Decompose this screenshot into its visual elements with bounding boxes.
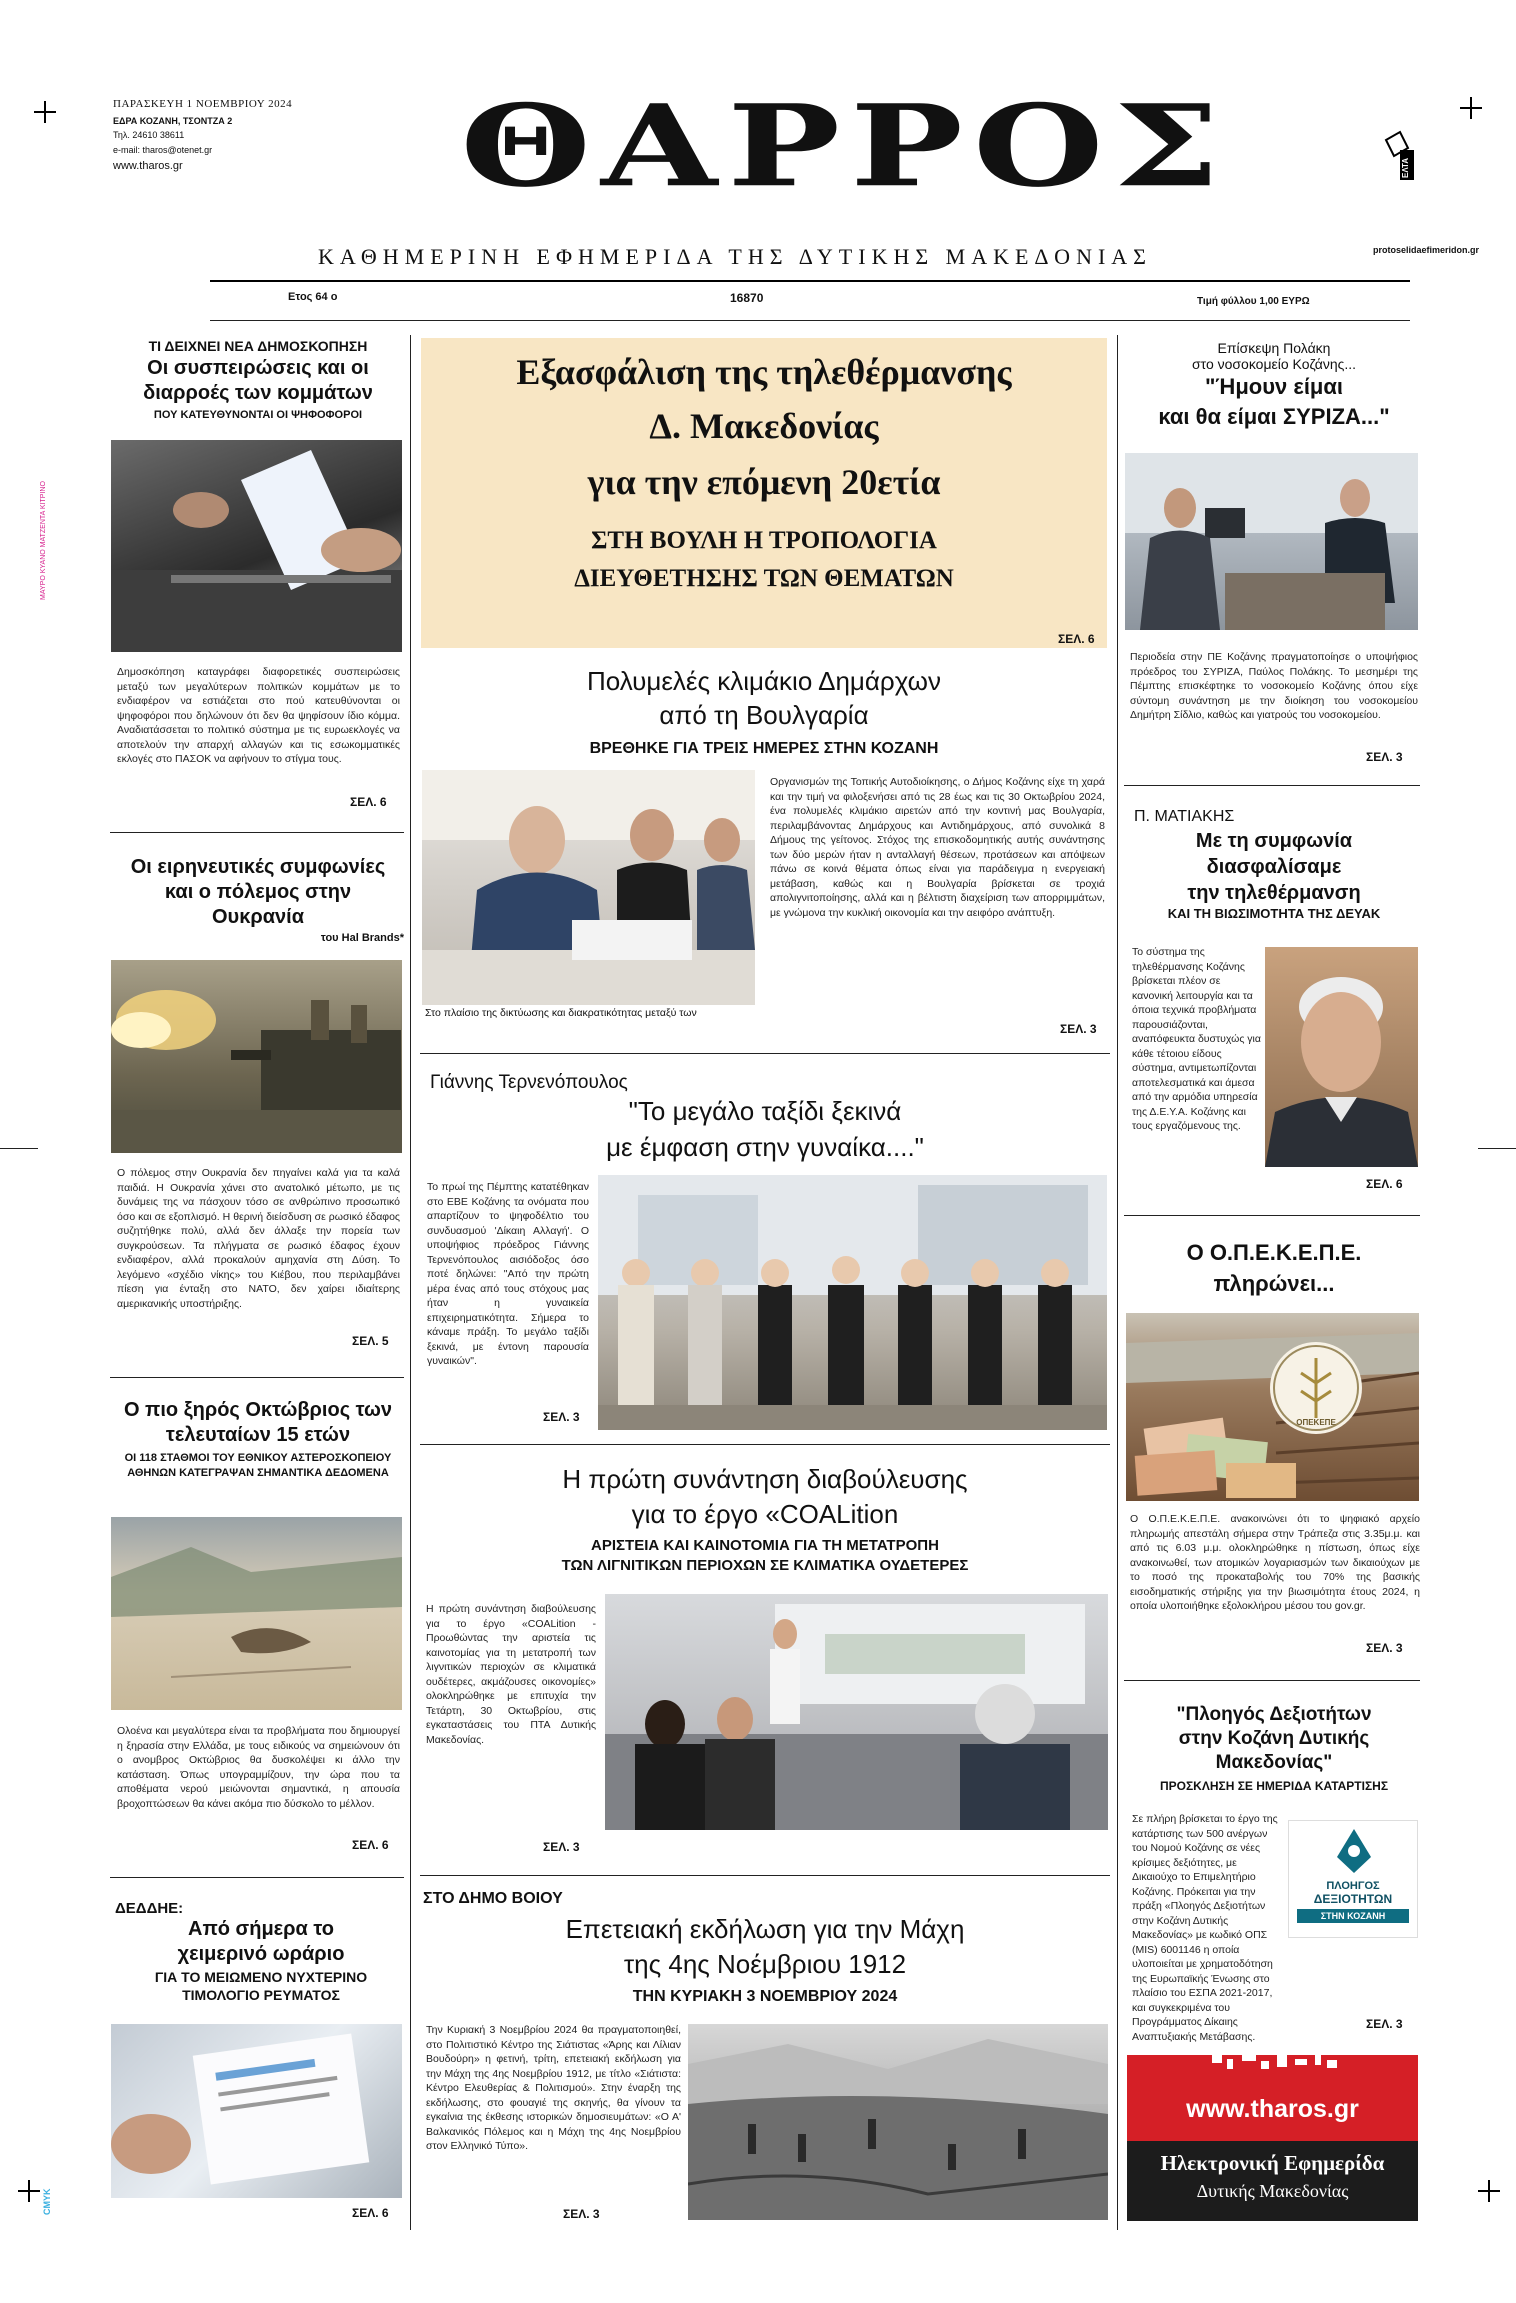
matiakis-portrait-image: [1265, 947, 1418, 1167]
masthead-title: ΘΑΡΡΟΣ: [460, 80, 1230, 213]
bulgaria-body: Οργανισμών της Τοπικής Αυτοδιοίκησης, ο Δήμος Κοζάνης είχε τη χαρά και την τιμή να φιλοξενήσει από τις 28 έως και τις 30 Οκτωβρίου 2024, ένα πολυμελές κλιμάκιο αιρετών από την κοντινή μας Βουλγαρία, περιλαμβάνοντας Δημάρχους και Αντιδημάρχους, από συνολικά 8 Δήμους της γείτονος. Στόχος της επισκοδομητικής αυτής συνάντησης των δύο μερών ήταν η ανταλλαγή θέσεων, προτάσεων και απόψεων πάνω σε κοινά θέματα όπως είναι για παράδειγμα η ενεργειακή μετάβαση, καθώς και η Βουλγαρία βρίσκεται σε τροχιά απολιγνιτοποίησης, αλλά και η βέλτιστη διαχείριση των απορριμμάτων, με γνώμονα την κυκλική οικονομία και την αειφόρο ανάπτυξη.: [770, 776, 1105, 919]
issue-price: Τιμή φύλλου 1,00 ΕΥΡΩ: [1197, 296, 1310, 307]
masthead-subtitle: ΚΑΘΗΜΕΡΙΝΗ ΕΦΗΜΕΡΙΔΑ ΤΗΣ ΔΥΤΙΚΗΣ ΜΑΚΕΔΟΝΙΑΣ: [318, 244, 1152, 269]
matiakis-kicker: Π. ΜΑΤΙΑΚΗΣ: [1134, 808, 1235, 825]
masthead-address: ΕΔΡΑ ΚΟΖΑΝΗ, ΤΣΟΝΤΖΑ 2: [113, 116, 233, 126]
coalition-body: Η πρώτη συνάντηση διαβούλευσης για το έργο «COALition - Προωθώντας την αριστεία τις καινοτομίας για τη μετατροπή των λιγνιτικών περιοχών σε κλιματικά ουδέτερες, ακμάζουσες οικονομίες» ολοκληρώθηκε με επιτυχία την Τετάρτη, 30 Οκτωβρίου, στις εγκαταστάσεις του ΠΤΑ Δυτικής Μακεδονίας.: [426, 1603, 596, 1746]
ploigos-page-ref: ΣΕΛ. 3: [1366, 2017, 1403, 2031]
voio-subhead: ΤΗΝ ΚΥΡΙΑΚΗ 3 ΝΟΕΜΒΡΙΟΥ 2024: [632, 1988, 898, 2005]
masthead-phone: Τηλ. 24610 38611: [113, 130, 185, 140]
group-photo-image: [598, 1175, 1107, 1430]
right-article-2: [1124, 828, 1424, 921]
ploigos-headline-3[interactable]: Μακεδονίας": [1215, 1752, 1333, 1773]
elta-label: ΕΛΤΑ: [1401, 157, 1410, 178]
opekepe-headline-2[interactable]: πληρώνει...: [1213, 1271, 1335, 1296]
promo-line-2: Δυτικής Μακεδονίας: [1196, 2181, 1349, 2201]
left-article-4: [115, 1900, 407, 2004]
color-bar-label: ΜΑΥΡΟ ΚΥΑΝΟ ΜΑΤΖΕΝΤΑ ΚΙΤΡΙΝΟ: [40, 481, 47, 600]
center-divider-2: [420, 1444, 1110, 1445]
consultation-meeting-image: [605, 1594, 1108, 1830]
ternenopoulos-kicker: Γιάννης Τερνενόπουλος: [430, 1072, 628, 1093]
deddie-page-ref: ΣΕΛ. 6: [352, 2206, 389, 2220]
polakis-page-ref: ΣΕΛ. 3: [1366, 750, 1403, 764]
matiakis-headline-2[interactable]: διασφαλίσαμε: [1206, 856, 1342, 878]
coalition-subhead-2: ΤΩΝ ΛΙΓΝΙΤΙΚΩΝ ΠΕΡΙΟΧΩΝ ΣΕ ΚΛΙΜΑΤΙΚΑ ΟΥΔΕΤΕΡΕΣ: [561, 1557, 969, 1574]
right-divider-1: [1124, 785, 1420, 786]
coalition-subhead-1: ΑΡΙΣΤΕΙΑ ΚΑΙ ΚΑΙΝΟΤΟΜΙΑ ΓΙΑ ΤΗ ΜΕΤΑΤΡΟΠΗ: [591, 1537, 939, 1554]
right-article-4: [1124, 1703, 1424, 1793]
registration-line-left: [0, 1148, 38, 1149]
opekepe-logo-label: ΟΠΕΚΕΠΕ: [1296, 1418, 1336, 1427]
lead-headline-line2: Δ. Μακεδονίας: [649, 406, 879, 446]
matiakis-body: Το σύστημα της τηλεθέρμανσης Κοζάνης βρίσκεται πλέον σε κανονική λειτουργία και τα όποια τεχνικά προβλήματα παρουσιάζονται, αναπόφευκτα δυστυχώς για κάθε τέτοιου είδους σύστημα, αντιμετωπίζονται αποτελεσματικά και άμεσα από την αρμόδια υπηρεσία της Δ.Ε.Υ.Α. Κοζάνης και τους εργαζόμενους της.: [1132, 946, 1261, 1132]
voio-body: Την Κυριακή 3 Νοεμβρίου 2024 θα πραγματοποιηθεί, στο Πολιτιστικό Κέντρο της Σιάτιστας «Άρης και Λίλιαν Βουδούρη» η φετινή, τρίτη, επετειακή εκδήλωση για την Μάχη της 4ης Νοεμβρίου 1912, με τίτλο «Σιάτιστα: Κέντρο Ελευθερίας & Πολιτισμού». Στην έναρξη της εκδήλωσης, στο φουαγιέ της σκηνής, θα γίνουν τα εγκαίνια της έκθεσης ιστορικών δημοσιευμάτων: «Ο Α' Βαλκανικός Πόλεμος και η Μάχη της 4ης Νοεμβρίου στον Ελληνικό Τύπο».: [426, 2024, 681, 2152]
deddie-subhead: ΓΙΑ ΤΟ ΜΕΙΩΜΕΝΟ ΝΥΧΤΕΡΙΝΟ ΤΙΜΟΛΟΓΙΟ ΡΕΥΜΑΤΟΣ: [154, 1969, 368, 2003]
left-article-3: [112, 1398, 404, 1481]
ploigos-headline-1[interactable]: "Πλοηγός Δεξιοτήτων: [1176, 1704, 1372, 1725]
lead-subhead-2: ΔΙΕΥΘΕΤΗΣΗΣ ΤΩΝ ΘΕΜΑΤΩΝ: [574, 565, 954, 592]
right-divider-3: [1124, 1680, 1420, 1681]
left-article-2: [112, 855, 404, 944]
voio-page-ref: ΣΕΛ. 3: [563, 2207, 600, 2221]
ukraine-byline: του Hal Brands*: [320, 932, 404, 944]
lead-headline-line3: για την επόμενη 20ετία: [587, 462, 941, 502]
bulgaria-headline-2[interactable]: από τη Βουλγαρία: [659, 700, 869, 730]
coalition-photo: [605, 1594, 1108, 1830]
crop-mark-bottom-left: [18, 2180, 40, 2202]
ternenopoulos-page-ref: ΣΕΛ. 3: [543, 1410, 580, 1424]
issue-number: 16870: [730, 291, 764, 305]
poll-kicker: ΤΙ ΔΕΙΧΝΕΙ ΝΕΑ ΔΗΜΟΣΚΟΠΗΣΗ: [148, 338, 368, 354]
ploigos-compass-icon: [1289, 1821, 1419, 1881]
matiakis-headline-3[interactable]: την τηλεθέρμανση: [1187, 882, 1361, 904]
voio-photo: [688, 2024, 1108, 2220]
right-article-1: [1124, 340, 1424, 432]
polakis-headline-1[interactable]: "Ήμουν είμαι: [1204, 374, 1344, 399]
ternenopoulos-body: Το πρωί της Πέμπτης κατατέθηκαν στο ΕΒΕ Κοζάνης τα ονόματα που απαρτίζουν το ψηφοδέλτιο του συνδυασμού 'Δίκαιη Αλλαγή'. Ο υποψήφιος πρόεδρος Γιάννης Τερνενόπουλος αισιόδοξος όσο ποτέ δηλώνει: "Από την πρώτη μέρα ένας από τους στόχους μας ήταν η γυναικεία επιχειρηματικότητα. Σήμερα το κάναμε πράξη. Το μεγάλο ταξίδι ξεκινά, με έντονη παρουσία γυναικών".: [427, 1181, 589, 1367]
crop-mark-top-right: [1460, 97, 1482, 119]
artillery-image: [111, 960, 402, 1153]
right-article-3: [1124, 1237, 1424, 1299]
poll-body: Δημοσκόπηση καταγράφει διαφορετικές συσπειρώσεις μεταξύ των μεγαλύτερων πολιτικών κομμάτων με το ενδιαφέρον να εστιάζεται στο πού κατευθύνονται οι ψηφοφόροι που δηλώνουν ότι δεν θα ψηφίσουν ίδιο κόμμα. Αναδιατάσσεται το πολιτικό σύστημα με τις ευρωεκλογές να αποτελούν την απαρχή αλλαγών και τις εσωκομματικές εκλογές στο ΠΑΣΟΚ να αφήνουν το στίγμα τους.: [117, 666, 400, 765]
poll-headline[interactable]: Οι συσπειρώσεις και οι διαρροές των κομμάτων: [143, 357, 373, 404]
opekepe-photo: [1126, 1313, 1419, 1501]
issue-year: Ετος 64 ο: [288, 291, 338, 303]
lead-headline-line1: Εξασφάλιση της τηλεθέρμανσης: [516, 352, 1012, 392]
masthead-rule-2: [210, 320, 1410, 321]
matiakis-page-ref: ΣΕΛ. 6: [1366, 1177, 1403, 1191]
drought-headline[interactable]: Ο πιο ξηρός Οκτώβριος των τελευταίων 15 ετών: [123, 1399, 393, 1446]
ternenopoulos-headline-1[interactable]: "Το μεγάλο ταξίδι ξεκινά: [628, 1096, 902, 1126]
bulgaria-headline-1[interactable]: Πολυμελές κλιμάκιο Δημάρχων: [587, 666, 941, 696]
historic-battle-image: [688, 2024, 1108, 2220]
crop-mark-bottom-right: [1478, 2180, 1500, 2202]
ploigos-logo-title-1: ΠΛΟΗΓΟΣ: [1326, 1880, 1380, 1892]
bulgaria-photo-caption: Στο πλαίσιο της δικτύωσης και διακρατικότητας μεταξύ των: [425, 1007, 697, 1019]
polakis-kicker-2: στο νοσοκομείο Κοζάνης...: [1191, 356, 1357, 372]
promo-pixel-pattern: [1127, 2055, 1418, 2095]
mayors-meeting-image: [422, 770, 755, 1005]
coalition-headline-1[interactable]: Η πρώτη συνάντηση διαβούλευσης: [562, 1464, 968, 1494]
opekepe-headline-1[interactable]: Ο Ο.Π.Ε.Κ.Ε.Π.Ε.: [1186, 1240, 1362, 1265]
matiakis-headline-1[interactable]: Με τη συμφωνία: [1195, 830, 1353, 852]
col-rule-right: [1117, 335, 1118, 2230]
ploigos-subhead: ΠΡΟΣΚΛΗΣΗ ΣΕ ΗΜΕΡΙΔΑ ΚΑΤΑΡΤΙΣΗΣ: [1159, 1779, 1389, 1793]
registration-line-right: [1478, 1148, 1516, 1149]
promo-line-1: Ηλεκτρονική Εφημερίδα: [1160, 2151, 1385, 2175]
ploigos-headline-2[interactable]: στην Κοζάνη Δυτικής: [1178, 1728, 1370, 1749]
electricity-bill-image: [111, 2024, 402, 2198]
masthead-website[interactable]: www.tharos.gr: [113, 160, 183, 172]
opekepe-page-ref: ΣΕΛ. 3: [1366, 1641, 1403, 1655]
polakis-photo: [1125, 453, 1418, 630]
right-divider-2: [1124, 1215, 1420, 1216]
ukraine-body: Ο πόλεμος στην Ουκρανία δεν πηγαίνει καλά για τα καλά παιδιά. Η Ουκρανία χάνει στο ανατολικό μέτωπο, με τις δυνάμεις της να πάσχουν τόσο σε ανθρώπινο προσωπικό όσο και σε εξοπλισμό. Η θερινή διείσδυση σε ρωσικό έδαφος συζητήθηκε πολύ, αλλά δεν άλλαξε την πορεία των συγκρούσεων. Τα πλήγματα σε ρωσικό έδαφος έχουν ενδιαφέρον, αλλά προκαλούν αμηχανία στη Δύση. Το λεγόμενο «σχέδιο νίκης» του Κιέβου, που περιλαμβάνει πίεση για ένταξη στο ΝΑΤΟ, δεν χαίρει ιδιαίτερης αμερικανικής υποστήριξης.: [117, 1167, 400, 1310]
drought-page-ref: ΣΕΛ. 6: [352, 1838, 389, 1852]
masthead-rule: [210, 280, 1410, 282]
hospital-visit-image: [1125, 453, 1418, 630]
cmyk-label: CMYK: [42, 2188, 52, 2215]
col-rule-left: [410, 335, 411, 2230]
ternenopoulos-headline-2[interactable]: με έμφαση στην γυναίκα....": [606, 1132, 924, 1162]
left-article-1: [112, 338, 404, 421]
coalition-headline-2[interactable]: για το έργο «COALition: [631, 1499, 899, 1529]
drought-subhead: ΟΙ 118 ΣΤΑΘΜΟΙ ΤΟΥ ΕΘΝΙΚΟΥ ΑΣΤΕΡΟΣΚΟΠΕΙΟΥ ΑΘΗΝΩΝ ΚΑΤΕΓΡΑΨΑΝ ΣΗΜΑΝΤΙΚΑ ΔΕΔΟΜΕΝΑ: [124, 1452, 392, 1479]
ukraine-headline[interactable]: Οι ειρηνευτικές συμφωνίες και ο πόλεμος στην Ουκρανία: [130, 856, 386, 928]
polakis-body: Περιοδεία στην ΠΕ Κοζάνης πραγματοποίησε ο υποψήφιος πρόεδρος του ΣΥΡΙΖΑ, Παύλος Πολάκης. Το μεσημέρι της Πέμπτης επισκέφτηκε το νοσοκομείο Κοζάνης όπου είχε σύντομη συνάντηση με την διοίκηση του νοσοκομείου Δημήτρη Σίδλιο, καθώς και γιατρούς του νοσοκομείου.: [1130, 651, 1418, 721]
voio-headline-2[interactable]: της 4ης Νοέμβριου 1912: [623, 1949, 907, 1979]
opekepe-body: Ο Ο.Π.Ε.Κ.Ε.Π.Ε. ανακοινώνει ότι το ψηφιακό αρχείο πληρωμής απεστάλη σήμερα στην Τράπεζα στις 3.35μ.μ. και από τις 6.03 μ.μ. ολοκληρώθηκε η πίστωση, όπως είχε ανακοινωθεί, των ατομικών λογαριασμών των δικαιούχων με το ποσό της προκαταβολής του 70% της βασικής εισοδηματικής στήριξης για την βιωσιμότητα έτους 2024, η οποία υλοποιήθηκε εξολοκλήρου μέσου του gov.gr.: [1130, 1513, 1420, 1612]
ploigos-logo: [1288, 1820, 1418, 1938]
lead-subhead-1: ΣΤΗ ΒΟΥΛΗ Η ΤΡΟΠΟΛΟΓΙΑ: [591, 527, 937, 554]
poll-subhead: ΠΟΥ ΚΑΤΕΥΘΥΝΟΝΤΑΙ ΟΙ ΨΗΦΟΦΟΡΟΙ: [153, 409, 363, 421]
tharos-promo-box[interactable]: [1127, 2055, 1418, 2221]
polakis-kicker-1: Επίσκεψη Πολάκη: [1217, 340, 1331, 356]
elta-logo: [1378, 130, 1416, 182]
masthead-date: ΠΑΡΑΣΚΕΥΗ 1 ΝΟΕΜΒΡΙΟΥ 2024: [113, 98, 293, 110]
ukraine-photo: [111, 960, 402, 1153]
center-divider-1: [420, 1053, 1110, 1054]
ballot-photo: [111, 440, 402, 652]
voio-kicker: ΣΤΟ ΔΗΜΟ ΒΟΙΟΥ: [423, 1890, 563, 1907]
bill-photo: [111, 2024, 402, 2198]
matiakis-subhead: ΚΑΙ ΤΗ ΒΙΩΣΙΜΟΤΗΤΑ ΤΗΣ ΔΕΥΑΚ: [1167, 906, 1381, 921]
polakis-headline-2[interactable]: και θα είμαι ΣΥΡΙΖΑ...": [1158, 404, 1390, 429]
matiakis-photo: [1265, 947, 1418, 1167]
deddie-kicker: ΔΕΔΔΗΕ:: [115, 1900, 184, 1917]
dry-lake-image: [111, 1517, 402, 1710]
poll-page-ref: ΣΕΛ. 6: [350, 795, 387, 809]
ternenopoulos-photo: [598, 1175, 1107, 1430]
ukraine-page-ref: ΣΕΛ. 5: [352, 1334, 389, 1348]
masthead-email: e-mail: tharos@otenet.gr: [113, 145, 213, 155]
ballot-image: [111, 440, 402, 652]
bulgaria-subhead: ΒΡΕΘΗΚΕ ΓΙΑ ΤΡΕΙΣ ΗΜΕΡΕΣ ΣΤΗΝ ΚΟΖΑΝΗ: [589, 740, 939, 757]
voio-headline-1[interactable]: Επετειακή εκδήλωση για την Μάχη: [565, 1914, 965, 1944]
ploigos-logo-title-2: ΔΕΞΙΟΤΗΤΩΝ: [1313, 1892, 1393, 1906]
ploigos-logo-sub: ΣΤΗΝ ΚΟΖΑΝΗ: [1297, 1909, 1409, 1923]
euro-banknotes-image: [1126, 1313, 1419, 1501]
crop-mark-top-left: [34, 101, 56, 123]
bulgaria-photo: [422, 770, 755, 1005]
left-divider-1: [110, 832, 404, 833]
lead-story-box[interactable]: [421, 338, 1107, 648]
left-divider-3: [110, 1877, 404, 1878]
drought-photo: [111, 1517, 402, 1710]
left-divider-2: [110, 1377, 404, 1378]
credit-label: protoselidaefimeridon.gr: [1373, 245, 1480, 255]
drought-body: Ολοένα και μεγαλύτερα είναι τα προβλήματα που δημιουργεί η ξηρασία στην Ελλάδα, με τους ειδικούς να σημειώνουν ότι ο ανομβρος Οκτώβριος θα δυσκολέψει κι άλλο την κατάσταση. Όπως υπογραμμίζουν, την ώρα που τα αποθέματα νερού μειώνονται σημαντικά, η απουσία βροχοπτώσεων θα κάνει ακόμα πιο δύσκολο το μέλλον.: [117, 1725, 400, 1810]
promo-url[interactable]: www.tharos.gr: [1186, 2095, 1359, 2123]
deddie-headline[interactable]: Από σήμερα το χειμερινό ωράριο: [177, 1918, 345, 1965]
lead-page-ref: ΣΕΛ. 6: [1058, 632, 1095, 646]
ploigos-body: Σε πλήρη βρίσκεται το έργο της κατάρτισης των 500 ανέργων του Νομού Κοζάνης σε νέες κρίσιμες δεξιότητες, με Δικαιούχο το Επιμελητήριο Κοζάνης. Πρόκειται για την πράξη «Πλοηγός Δεξιοτήτων στην Κοζάνη Δυτικής Μακεδονίας» με κωδικό ΟΠΣ (MIS) 6001146 η οποία υλοποιείται με χρηματοδότηση της Ευρωπαϊκής Ένωσης στο πλαίσιο του ΕΣΠΑ 2021-2017, και συγκεκριμένα του Προγράμματος Δίκαιης Αναπτυξιακής Μετάβασης.: [1132, 1813, 1278, 2043]
center-divider-3: [420, 1875, 1110, 1876]
coalition-page-ref: ΣΕΛ. 3: [543, 1840, 580, 1854]
bulgaria-page-ref: ΣΕΛ. 3: [1060, 1022, 1097, 1036]
